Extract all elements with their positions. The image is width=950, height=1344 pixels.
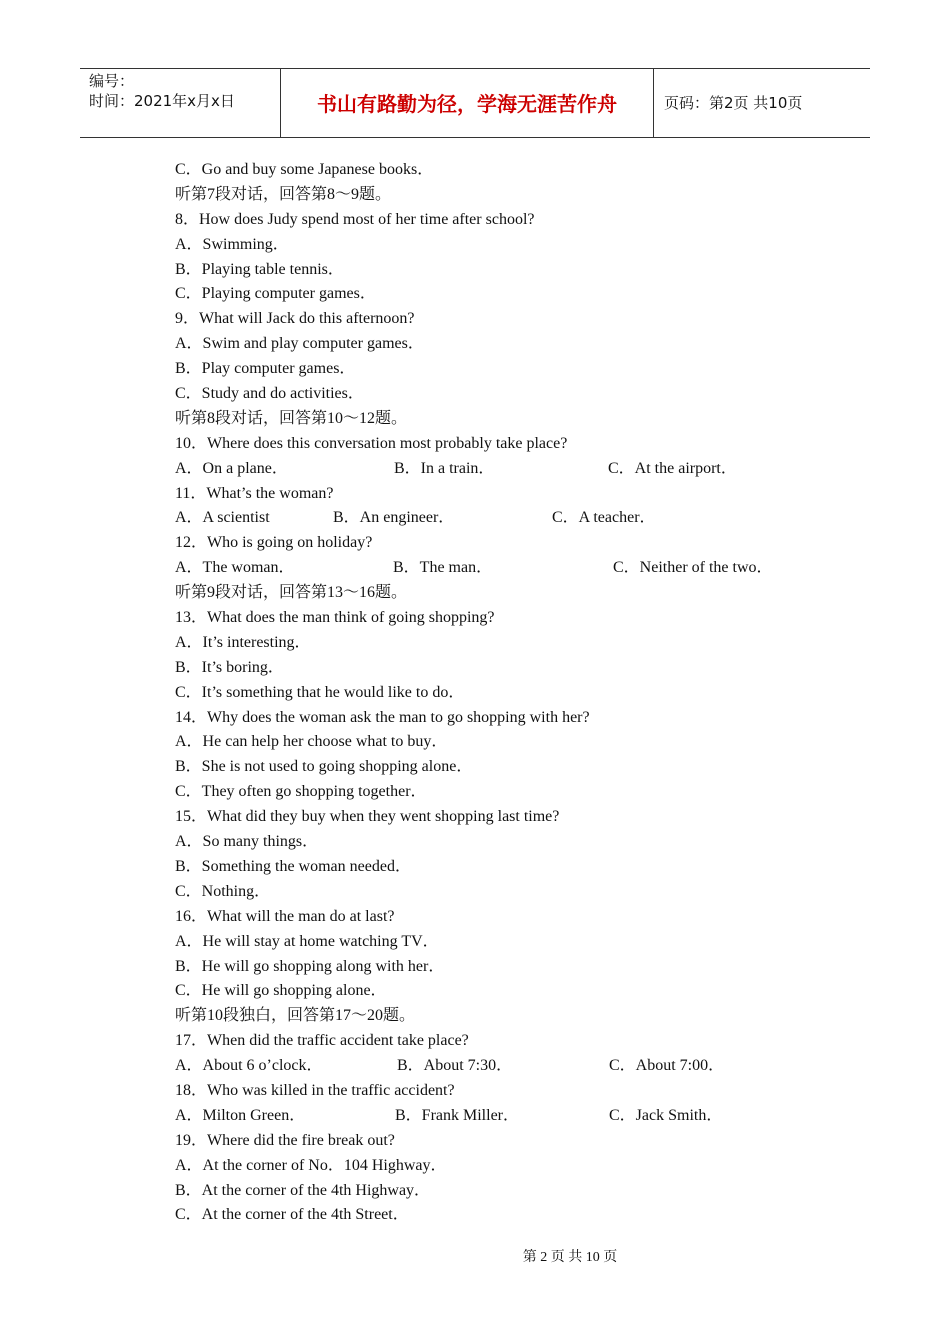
option-item: A．Milton Green． bbox=[175, 1106, 306, 1124]
options-row bbox=[175, 1054, 815, 1079]
text-line: 14．Why does the woman ask the man to go shopping with her? bbox=[175, 708, 590, 726]
text-line: B．He will go shopping along with her． bbox=[175, 957, 445, 975]
text-line: 11．What’s the woman? bbox=[175, 484, 334, 502]
option-item: C．Jack Smith． bbox=[609, 1106, 723, 1124]
options-row bbox=[175, 556, 815, 581]
text-line: 听第8段对话，回答第10～12题。 bbox=[175, 409, 408, 427]
option-item: A．The woman． bbox=[175, 559, 295, 577]
page-info: 页码：第2页 共10页 bbox=[664, 94, 803, 112]
page-header bbox=[80, 68, 870, 138]
text-line: 听第7段对话，回答第8～9题。 bbox=[175, 185, 392, 203]
text-line: 8．How does Judy spend most of her time after school? bbox=[175, 210, 535, 228]
text-line: C．At the corner of the 4th Street． bbox=[175, 1206, 409, 1224]
text-line: 12．Who is going on holiday? bbox=[175, 534, 373, 552]
text-line: B．Playing table tennis． bbox=[175, 260, 344, 278]
motto: 书山有路勤为径，学海无涯苦作舟 bbox=[317, 92, 617, 116]
options-row bbox=[175, 457, 815, 482]
text-line: A．At the corner of No．104 Highway． bbox=[175, 1156, 447, 1174]
text-line: C．Playing computer games． bbox=[175, 285, 376, 303]
option-item: A．About 6 o’clock． bbox=[175, 1057, 323, 1075]
option-item: C．About 7:00． bbox=[609, 1057, 725, 1075]
option-item: B．The man． bbox=[393, 559, 493, 577]
header-motto-cell bbox=[281, 69, 654, 137]
text-line: 15．What did they buy when they went shopping last time? bbox=[175, 808, 560, 826]
option-item: B．An engineer． bbox=[333, 509, 455, 527]
text-line: C．They often go shopping together． bbox=[175, 783, 427, 801]
text-line: B．She is not used to going shopping alone． bbox=[175, 758, 473, 776]
options-row bbox=[175, 506, 815, 531]
text-line: C．He will go shopping alone． bbox=[175, 982, 387, 1000]
exam-content bbox=[175, 158, 815, 1228]
option-item: C．Neither of the two． bbox=[613, 559, 773, 577]
text-line: C．It’s something that he would like to do． bbox=[175, 683, 465, 701]
text-line: 听第10段独白，回答第17～20题。 bbox=[175, 1007, 416, 1025]
time-label: 时间：2021年x月x日 bbox=[89, 92, 235, 110]
header-page-cell bbox=[654, 69, 870, 137]
text-line: A．Swim and play computer games． bbox=[175, 335, 424, 353]
text-line: B．It’s boring． bbox=[175, 658, 284, 676]
text-line: 9．What will Jack do this afternoon? bbox=[175, 310, 415, 328]
text-line: A．Swimming． bbox=[175, 235, 289, 253]
text-line: B．Play computer games． bbox=[175, 360, 356, 378]
text-line: A．He will stay at home watching TV． bbox=[175, 932, 439, 950]
text-line: C．Study and do activities． bbox=[175, 385, 364, 403]
text-line: B．At the corner of the 4th Highway． bbox=[175, 1181, 431, 1199]
text-line: A．He can help her choose what to buy． bbox=[175, 733, 448, 751]
text-line: C．Go and buy some Japanese books． bbox=[175, 161, 434, 178]
number-label: 编号： bbox=[89, 72, 135, 90]
text-line: 17．When did the traffic accident take place? bbox=[175, 1032, 469, 1050]
text-line: C．Nothing． bbox=[175, 882, 271, 900]
text-line: 听第9段对话，回答第13～16题。 bbox=[175, 584, 408, 602]
text-line: 10．Where does this conversation most probably take place? bbox=[175, 434, 568, 452]
options-row bbox=[175, 1104, 815, 1129]
option-item: B．In a train． bbox=[394, 459, 495, 477]
option-item: C．A teacher． bbox=[552, 509, 656, 527]
option-item: C．At the airport． bbox=[608, 459, 737, 477]
option-item: B．Frank Miller． bbox=[395, 1106, 519, 1124]
option-item: A．A scientist bbox=[175, 509, 270, 527]
page-footer: 第 2 页 共 10 页 bbox=[522, 1250, 618, 1265]
text-line: 18．Who was killed in the traffic accident? bbox=[175, 1081, 455, 1099]
text-line: A．So many things． bbox=[175, 833, 319, 851]
text-line: A．It’s interesting． bbox=[175, 633, 311, 651]
text-line: B．Something the woman needed． bbox=[175, 857, 411, 875]
text-line: 19．Where did the fire break out? bbox=[175, 1131, 395, 1149]
option-item: A．On a plane． bbox=[175, 459, 288, 477]
text-line: 16．What will the man do at last? bbox=[175, 907, 395, 925]
text-line: 13．What does the man think of going shopping? bbox=[175, 609, 495, 627]
header-meta-cell bbox=[80, 69, 281, 137]
option-item: B．About 7:30． bbox=[397, 1057, 513, 1075]
